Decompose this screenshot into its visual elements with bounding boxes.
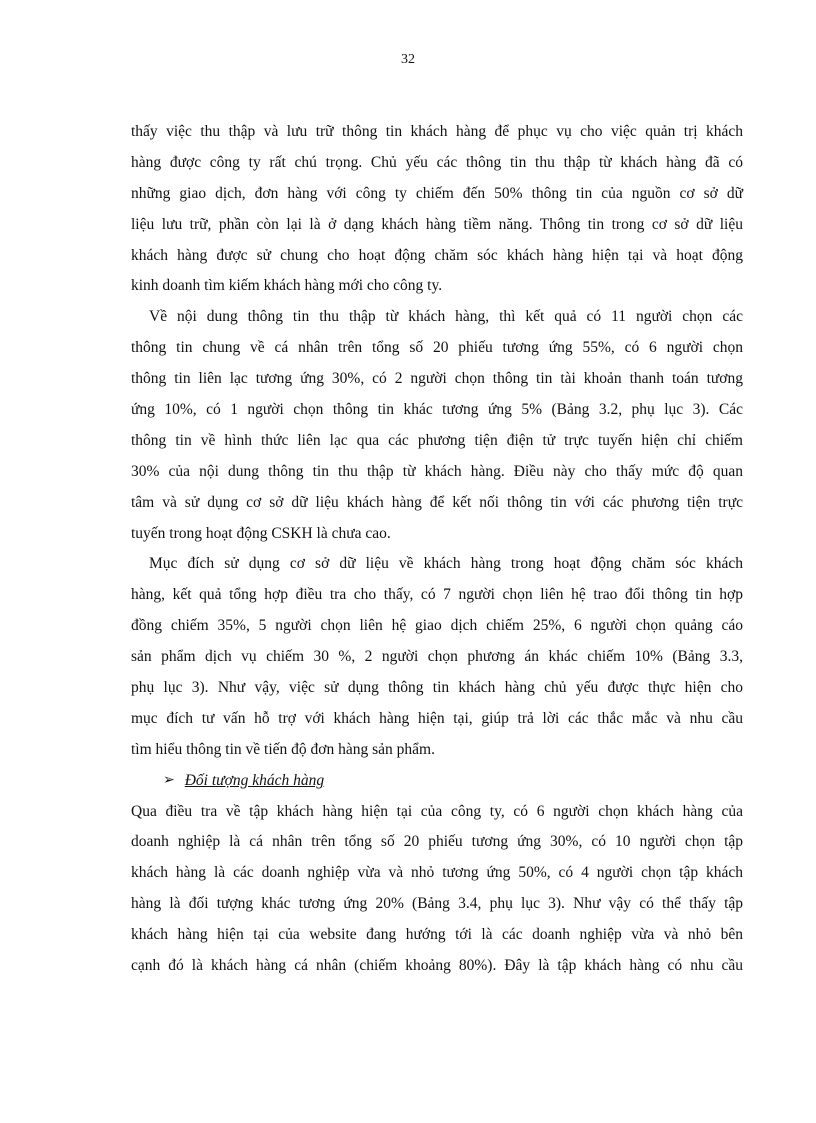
text-line: hàng được công ty rất chú trọng. Chủ yếu các thông tin thu thập từ khách hàng đã có <box>131 153 743 171</box>
text-line: hàng, kết quả tổng hợp điều tra cho thấy, có 7 người chọn liên hệ trao đổi thông tin hợp <box>131 586 743 604</box>
text-line: thấy việc thu thập và lưu trữ thông tin khách hàng để phục vụ cho việc quản trị khách <box>131 123 743 140</box>
text-line: khách hàng hiện tại của website đang hướng tới là các doanh nghiệp vừa và nhỏ bên <box>131 926 743 944</box>
text-line: khách hàng được sử chung cho hoạt động chăm sóc khách hàng hiện tại và hoạt động <box>131 246 743 264</box>
section-heading-text: Đối tượng khách hàng <box>184 771 325 789</box>
text-line: đồng chiếm 35%, 5 người chọn liên hệ giao dịch chiếm 25%, 6 người chọn quảng cáo <box>131 617 743 635</box>
text-line: ứng 10%, có 1 người chọn thông tin khác tương ứng 5% (Bảng 3.2, phụ lục 3). Các <box>131 401 743 419</box>
text-line: tìm hiểu thông tin về tiến độ đơn hàng sản phẩm. <box>131 740 435 758</box>
text-line: Mục đích sử dụng cơ sở dữ liệu về khách hàng trong hoạt động chăm sóc khách <box>149 555 743 573</box>
page-body <box>131 117 743 982</box>
text-line: kinh doanh tìm kiếm khách hàng mới cho công ty. <box>131 277 443 295</box>
page-number: 32 <box>401 52 415 67</box>
text-line: khách hàng là các doanh nghiệp vừa và nhỏ tương ứng 50%, có 4 người chọn tập khách <box>131 864 743 882</box>
text-line: doanh nghiệp là cá nhân trên tổng số 20 phiếu tương ứng 30%, có 10 người chọn tập <box>131 833 743 851</box>
text-line: cạnh đó là khách hàng cá nhân (chiếm khoảng 80%). Đây là tập khách hàng có nhu cầu <box>131 957 743 975</box>
text-line: tâm và sử dụng cơ sở dữ liệu khách hàng để kết nối thông tin với các phương tiện trực <box>131 493 743 511</box>
text-line: Qua điều tra về tập khách hàng hiện tại của công ty, có 6 người chọn khách hàng của <box>131 802 743 820</box>
paragraph-1 <box>131 117 743 302</box>
section-heading <box>131 766 743 797</box>
text-line: hàng là đối tượng khác tương ứng 20% (Bảng 3.4, phụ lục 3). Như vậy có thể thấy tập <box>131 895 743 913</box>
text-line: phụ lục 3). Như vậy, việc sử dụng thông tin khách hàng chủ yếu được thực hiện cho <box>131 679 743 697</box>
text-line: thông tin liên lạc tương ứng 30%, có 2 người chọn thông tin tài khoản thanh toán tương <box>131 370 743 388</box>
text-line: sản phẩm dịch vụ chiếm 30 %, 2 người chọn phương án khác chiếm 10% (Bảng 3.3, <box>131 648 743 666</box>
text-line: thông tin về hình thức liên lạc qua các phương tiện điện tử trực tuyến hiện chỉ chiếm <box>131 431 743 449</box>
text-line: Về nội dung thông tin thu thập từ khách hàng, thì kết quả có 11 người chọn các <box>149 308 743 326</box>
text-line: những giao dịch, đơn hàng với công ty chiếm đến 50% thông tin của nguồn cơ sở dữ <box>131 184 743 202</box>
text-line: tuyến trong hoạt động CSKH là chưa cao. <box>131 524 391 542</box>
arrow-bullet-icon: ➢ <box>163 772 175 788</box>
paragraph-4 <box>131 797 743 982</box>
paragraph-3 <box>131 549 743 765</box>
text-line: 30% của nội dung thông tin thu thập từ khách hàng. Điều này cho thấy mức độ quan <box>131 462 743 480</box>
text-line: thông tin chung về cá nhân trên tổng số 20 phiếu tương ứng 55%, có 6 người chọn <box>131 339 743 357</box>
paragraph-2 <box>131 302 743 549</box>
text-line: mục đích tư vấn hỗ trợ với khách hàng hiện tại, giúp trả lời các thắc mắc và nhu cầu <box>131 709 743 727</box>
text-line: liệu lưu trữ, phần còn lại là ở dạng khách hàng tiềm năng. Thông tin trong cơ sở dữ liệu <box>131 215 743 233</box>
